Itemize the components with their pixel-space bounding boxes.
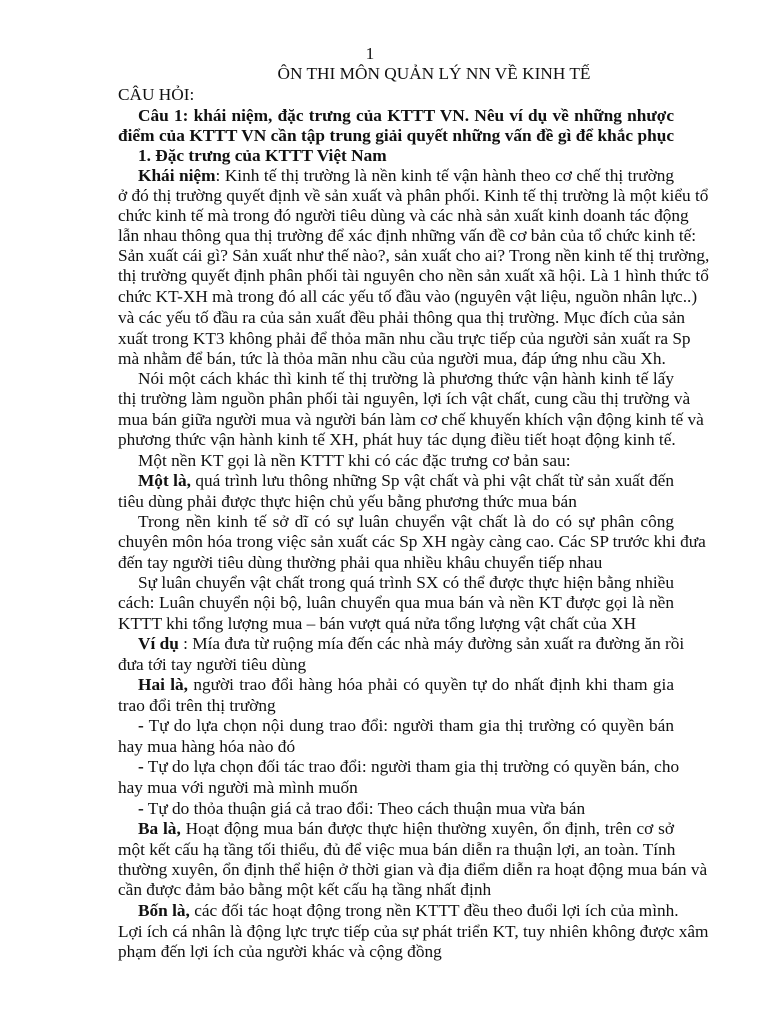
feature-label: Ba là, <box>138 819 181 838</box>
paragraph-line: trao đổi trên thị trường <box>118 696 276 715</box>
paragraph-line: chức KT-XH mà trong đó all các yếu tố đầu vào (nguyên vật liệu, nguồn nhân lực..) <box>118 287 698 306</box>
feature-label: Hai là, <box>138 675 188 694</box>
paragraph-line: phương thức vận hành kinh tế XH, phát huy tác dụng điều tiết hoạt động kinh tế. <box>118 430 676 449</box>
paragraph-line: thị trường quyết định phân phối tài nguyên cho nền sản xuất xã hội. Là 1 hình thức tổ <box>118 266 709 285</box>
paragraph-line: mua bán giữa người mua và người bán làm cơ chế khuyến khích vận động kinh tế và <box>118 410 704 429</box>
paragraph-line: lẫn nhau thông qua thị trường để xác định những vấn đề cơ bản của tổ chức kinh tế: <box>118 226 697 245</box>
example-label: Ví dụ <box>138 634 179 653</box>
question-line: Câu 1: khái niệm, đặc trưng của KTTT VN. Nêu ví dụ về những nhược <box>138 106 674 125</box>
paragraph-line: Hai là, người trao đổi hàng hóa phải có quyền tự do nhất định khi tham gia <box>138 675 675 694</box>
dash-bullet: - <box>138 716 144 735</box>
paragraph-line: xuất trong KT3 không phải để thỏa mãn nhu cầu trực tiếp của người sản xuất ra Sp <box>118 329 691 348</box>
dash-bullet: - <box>138 799 144 818</box>
paragraph-line: Ví dụ : Mía đưa từ ruộng mía đến các nhà máy đường sản xuất ra đường ăn rồi <box>138 634 685 653</box>
paragraph-line: Một là, quá trình lưu thông những Sp vật chất và phi vật chất từ sản xuất đến <box>138 471 674 490</box>
paragraph-line: cách: Luân chuyển nội bộ, luân chuyển qua mua bán và nền KT được gọi là nền <box>118 593 674 612</box>
page-title: ÔN THI MÔN QUẢN LÝ NN VỀ KINH TẾ <box>277 64 591 83</box>
page-number: 1 <box>365 44 375 63</box>
dash-bullet: - <box>138 757 144 776</box>
feature-label: Bốn là, <box>138 901 190 920</box>
paragraph-line: Trong nền kinh tế sở dĩ có sự luân chuyển vật chất là do có sự phân công <box>138 512 674 531</box>
paragraph-line: và các yếu tố đầu ra của sản xuất đều phải thông qua thị trường. Mục đích của sản <box>118 308 685 327</box>
paragraph-line: Sự luân chuyển vật chất trong quá trình SX có thể được thực hiện bằng nhiều <box>138 573 674 592</box>
paragraph-line: thị trường làm nguồn phân phối tài nguyên, lợi ích vật chất, cung cầu thị trường và <box>118 389 691 408</box>
section-subheading: 1. Đặc trưng của KTTT Việt Nam <box>138 146 387 165</box>
paragraph-line: đưa tới tay người tiêu dùng <box>118 655 307 674</box>
paragraph-line: chức kinh tế mà trong đó người tiêu dùng và các nhà sản xuất kinh doanh tác động <box>118 206 689 225</box>
paragraph-line: Nói một cách khác thì kinh tế thị trường là phương thức vận hành kinh tế lấy <box>138 369 674 388</box>
paragraph-line: Một nền KT gọi là nền KTTT khi có các đặc trưng cơ bản sau: <box>138 451 571 470</box>
paragraph-line: - Tự do thỏa thuận giá cả trao đổi: Theo cách thuận mua vừa bán <box>138 799 586 818</box>
paragraph-line: mà nhằm để bán, tức là thỏa mãn nhu cầu của người mua, đáp ứng nhu cầu Xh. <box>118 349 666 368</box>
paragraph-line: - Tự do lựa chọn nội dung trao đổi: người tham gia thị trường có quyền bán <box>138 716 674 735</box>
paragraph-line: Ba là, Hoạt động mua bán được thực hiện thường xuyên, ổn định, trên cơ sở <box>138 819 674 838</box>
question-line: điểm của KTTT VN cần tập trung giải quyết những vấn đề gì để khắc phục <box>118 126 674 145</box>
paragraph-line: Bốn là, các đối tác hoạt động trong nền KTTT đều theo đuổi lợi ích của mình. <box>138 901 679 920</box>
paragraph-line: ở đó thị trường quyết định về sản xuất và phân phối. Kinh tế thị trường là một kiểu tổ <box>118 186 709 205</box>
paragraph-line: KTTT khi tổng lượng mua – bán vượt quá nửa tổng lượng vật chất của XH <box>118 614 637 633</box>
feature-label: Một là, <box>138 471 191 490</box>
paragraph-line: cần được đảm bảo bằng một kết cấu hạ tầng nhất định <box>118 880 492 899</box>
paragraph-line: đến tay người tiêu dùng thường phải qua nhiều khâu chuyển tiếp nhau <box>118 553 603 572</box>
paragraph-line: thường xuyên, ổn định thể hiện ở thời gian và địa điểm diễn ra hoạt động mua bán và <box>118 860 708 879</box>
term-label: Khái niệm <box>138 166 216 185</box>
paragraph-line: hay mua với người mà mình muốn <box>118 778 358 797</box>
section-label: CÂU HỎI: <box>118 85 195 104</box>
paragraph-line: một kết cấu hạ tầng tối thiểu, đủ để việc mua bán diễn ra thuận lợi, an toàn. Tính <box>118 840 676 859</box>
paragraph-line: - Tự do lựa chọn đối tác trao đổi: người tham gia thị trường có quyền bán, cho <box>138 757 680 776</box>
paragraph-line: hay mua hàng hóa nào đó <box>118 737 296 756</box>
paragraph-line: Lợi ích cá nhân là động lực trực tiếp của sự phát triển KT, tuy nhiên không được xâm <box>118 922 709 941</box>
paragraph-line: tiêu dùng phải được thực hiện chủ yếu bằng phương thức mua bán <box>118 492 577 511</box>
paragraph-line: Khái niệm: Kinh tế thị trường là nền kinh tế vận hành theo cơ chế thị trường <box>138 166 675 185</box>
paragraph-line: Sản xuất cái gì? Sản xuất như thế nào?, sản xuất cho ai? Trong nền kinh tế thị trường, <box>118 246 710 265</box>
paragraph-line: chuyên môn hóa trong việc sản xuất các Sp XH ngày càng cao. Các SP trước khi đưa <box>118 532 706 551</box>
paragraph-line: phạm đến lợi ích của người khác và cộng đồng <box>118 942 442 961</box>
